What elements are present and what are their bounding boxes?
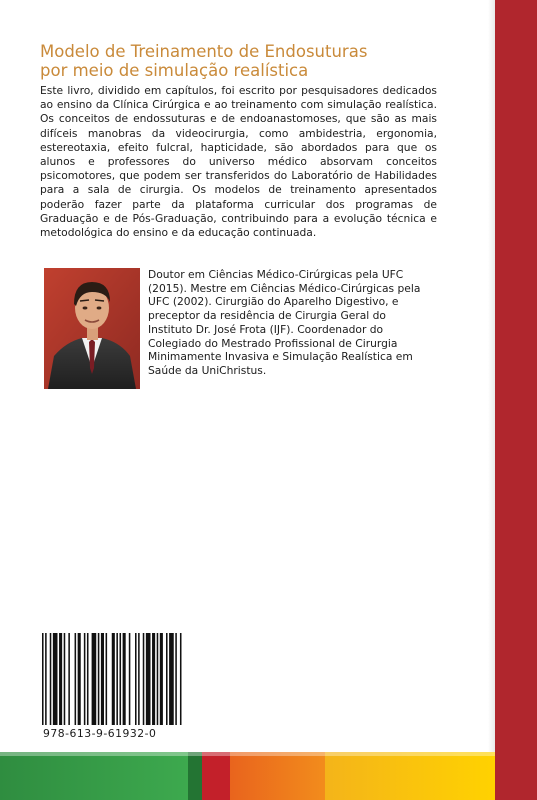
author-bio-line-2: (2015). Mestre em Ciências Médico-Cirúrgicas pela (148, 281, 421, 295)
band-green (0, 752, 188, 800)
author-photo-icon (44, 268, 140, 389)
band-red (202, 752, 230, 800)
barcode-icon (40, 633, 206, 725)
author-photo (44, 268, 140, 389)
book-description: Este livro, dividido em capítulos, foi escrito por pesquisadores dedicados ao ensino da Clínica Cirúrgica e ao treinamento com simulação realística. Os conceitos de endossuturas e de endoanastomoses, que são as mais difíceis manobras da videocirurgia, como ambidestria, ergonomia, estereotaxia, efeito fulcral, hapticidade, são abordados para que os alunos e professores do universo médico absorvam conceitos psicomotores, que podem ser transferidos do Laboratório de Habilidades para a sala de cirurgia. Os modelos de treinamento apresentados poderão fazer parte da plataforma curricular dos programas de Graduação e de Pós-Graduação, contribuindo para a evolução técnica e metodológica do ensino e da educação continuada. (40, 84, 437, 240)
book-title-line-2: por meio de simulação realística (40, 61, 309, 80)
author-bio-line-8: Saúde da UniChristus. (148, 363, 267, 377)
band-orange (230, 752, 325, 800)
author-bio-line-4: preceptor da residência de Cirurgia Geral do (148, 309, 386, 323)
book-title-line-1: Modelo de Treinamento de Endosuturas (40, 42, 368, 61)
barcode (40, 623, 206, 726)
band-green-shade (188, 752, 202, 800)
author-bio (148, 268, 448, 378)
author-bio-line-3: UFC (2002). Cirurgião do Aparelho Digestivo, e (148, 295, 399, 309)
author-bio-line-5: Instituto Dr. José Frota (IJF). Coordenador do (148, 322, 384, 336)
spine-edge (488, 0, 495, 800)
isbn-number: 978-613-9-61932-0 (43, 727, 157, 740)
book-title (40, 42, 480, 80)
author-bio-line-7: Minimamente Invasiva e Simulação Realística em (148, 350, 413, 364)
author-bio-line-6: Colegiado do Mestrado Profissional de Cirurgia (148, 336, 398, 350)
book-spine (495, 0, 537, 800)
band-highlight (0, 752, 495, 756)
footer-color-band (0, 752, 495, 800)
band-yellow (325, 752, 495, 800)
author-bio-line-1: Doutor em Ciências Médico-Cirúrgicas pela UFC (148, 268, 404, 281)
